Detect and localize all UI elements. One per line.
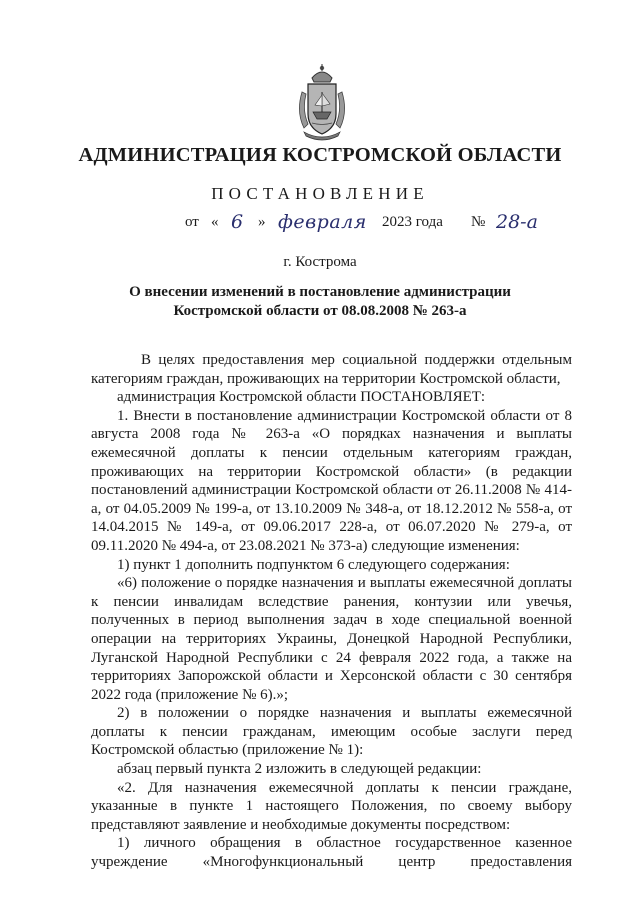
- paragraph-subpoint-6: «6) положение о порядке назначения и выплаты ежемесячной доплаты к пенсии инвалидам вследствие ранения, контузии или увечья, полученных в период выполнения задач в ходе специальной военной операции на территориях Украины, Донецкой Народной Республики, Луганской Народной Республики с 24 февраля 2022 года, а также на территориях Запорожской области и Херсонской области с 30 сентября 2022 года (приложение № 6).»;: [91, 575, 572, 703]
- subject-line-2: Костромской области от 08.08.2008 № 263-а: [173, 303, 467, 319]
- subject-line-1: О внесении изменений в постановление администрации: [129, 284, 511, 300]
- organization-title: АДМИНИСТРАЦИЯ КОСТРОМСКОЙ ОБЛАСТИ: [78, 144, 562, 166]
- paragraph-resolves: администрация Костромской области ПОСТАНОВЛЯЕТ:: [117, 389, 486, 406]
- paragraph-subitem-1: 1) пункт 1 дополнить подпунктом 6 следующего содержания:: [117, 556, 510, 573]
- paragraph-item-1: 1. Внести в постановление администрации Костромской области от 8 августа 2008 года № 263-а «О порядках назначения и выплаты ежемесячной доплаты к пенсии отдельным категориям граждан, проживающих на территории Костромской области» (в редакции постановлений администрации Костромской области от 26.11.2008 № 414-а, от 04.05.2009 № 199-а, от 13.10.2009 № 348-а, от 18.12.2012 № 558-а, от 14.04.2015 № 149-а, от 09.06.2017 228-а, от 06.07.2020 № 279-а, от 09.11.2020 № 494-а, от 23.08.2021 № 373-а) следующие изменения:: [91, 407, 572, 554]
- handwritten-number: 28-а: [496, 211, 538, 233]
- quote-close: »: [258, 214, 266, 230]
- coat-of-arms-emblem: [294, 62, 350, 142]
- document-body: [91, 351, 572, 872]
- quote-open: «: [211, 214, 219, 230]
- document-type: ПОСТАНОВЛЕНИЕ: [211, 184, 429, 203]
- handwritten-month: февраля: [278, 211, 367, 233]
- paragraph-preamble: В целях предоставления мер социальной поддержки отдельным категориям граждан, проживающих на территории Костромской области,: [91, 352, 572, 387]
- city-line: г. Кострома: [283, 254, 357, 270]
- year-text: 2023 года: [382, 214, 443, 230]
- paragraph-personal-appeal: 1) личного обращения в областное государственное казенное учреждение «Многофункциональный центр предоставления: [91, 835, 572, 871]
- document-subject: [120, 283, 520, 321]
- paragraph-point-2: «2. Для назначения ежемесячной доплаты к пенсии граждане, указанные в пункте 1 настоящего Положения, по своему выбору представляют заявление и необходимые документы посредством:: [91, 779, 572, 833]
- paragraph-subitem-2: 2) в положении о порядке назначения и выплаты ежемесячной доплаты к пенсии гражданам, имеющим особые заслуги перед Костромской областью (приложение № 1):: [91, 705, 572, 759]
- handwritten-day: 6: [231, 211, 244, 233]
- number-label: №: [471, 214, 486, 230]
- paragraph-abzac: абзац первый пункта 2 изложить в следующей редакции:: [117, 761, 482, 778]
- date-prefix: от: [185, 214, 199, 230]
